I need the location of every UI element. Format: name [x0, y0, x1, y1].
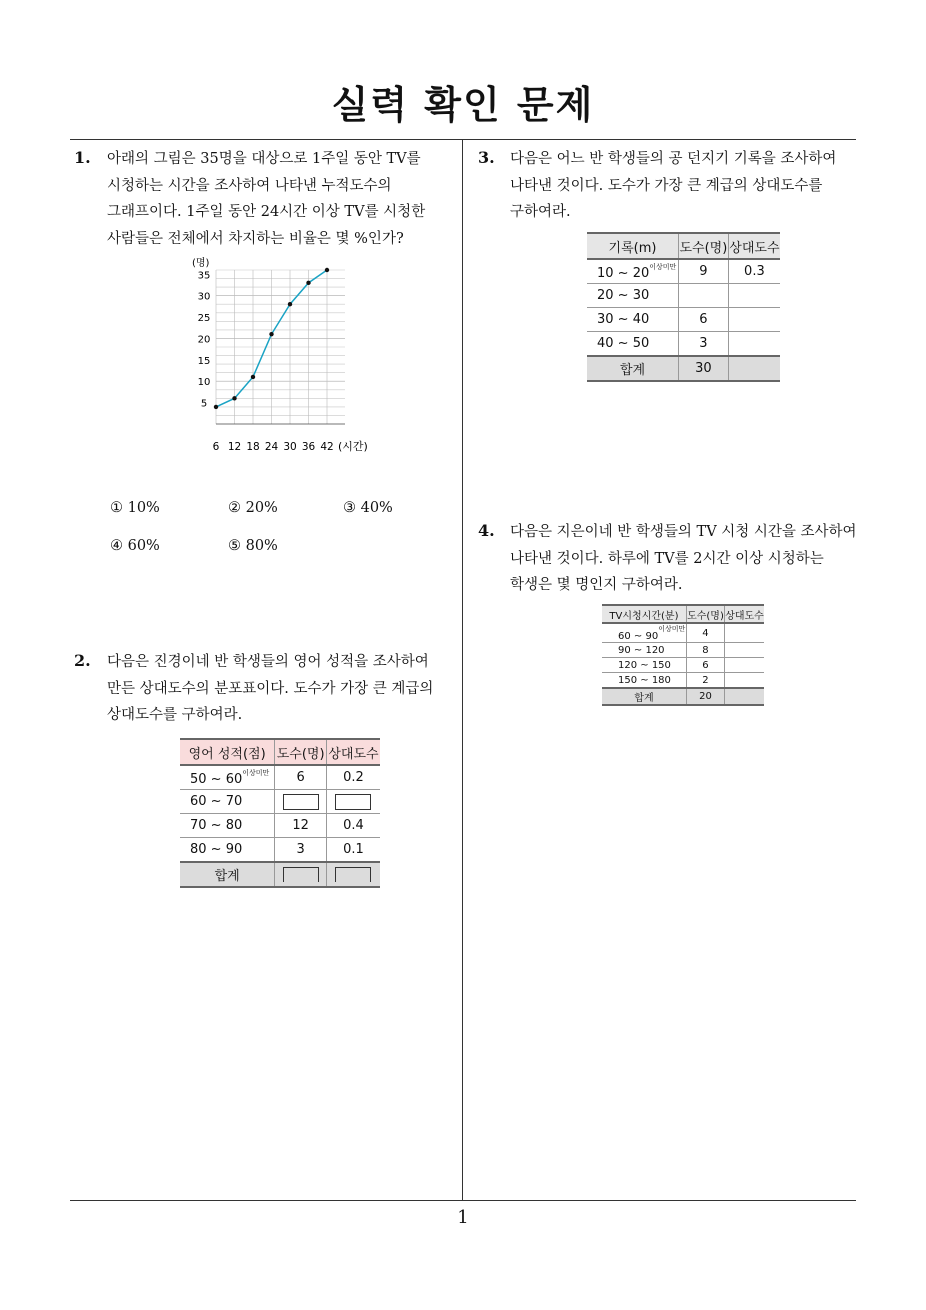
class-range: 10 ~ 20 [597, 266, 650, 281]
x-tick-label: 36 [301, 441, 316, 453]
relative-cell: 0.3 [728, 259, 780, 284]
x-tick-label: 30 [283, 441, 297, 453]
question-1-number: 1. [74, 148, 91, 167]
class-range: 50 ~ 60 [190, 772, 243, 787]
y-tick-label: 35 [197, 270, 211, 282]
class-range: 90 ~ 120 [602, 643, 686, 658]
relative-cell [725, 673, 764, 689]
range-mark-min: 이상 [649, 263, 663, 271]
table-row [587, 259, 780, 284]
class-range: 30 ~ 40 [587, 308, 679, 332]
chart-grid [216, 270, 345, 424]
question-3-number: 3. [478, 148, 495, 167]
relative-cell [728, 332, 780, 357]
header-relative: 상대도수 [728, 233, 780, 259]
question-1-text: 아래의 그림은 35명을 대상으로 1주일 동안 TV를 시청하는 시간을 조사하여 나타낸 누적도수의 그래프이다. 1주일 동안 24시간 이상 TV를 시청한 사람들은 전체에서 차지하는 비율은 몇 %인가? [107, 151, 426, 247]
frequency-cell: 3 [275, 838, 327, 863]
chart-x-ticks [213, 441, 334, 453]
y-tick-label: 10 [197, 377, 211, 389]
x-tick-label: 24 [264, 441, 279, 453]
english-score-table [180, 738, 380, 888]
relative-cell [725, 643, 764, 658]
range-mark-max: 미만 [671, 625, 686, 633]
q1-choice-1: ① 10% [110, 500, 160, 516]
relative-cell: 0.2 [326, 765, 380, 790]
table-row [180, 765, 380, 790]
relative-cell [725, 623, 764, 643]
tv-time-table [602, 604, 764, 706]
class-range: 70 ~ 80 [180, 814, 275, 838]
bottom-rule [70, 1200, 856, 1201]
header-relative: 상대도수 [326, 739, 380, 765]
class-range: 60 ~ 90 [618, 631, 659, 642]
frequency-answer-box [275, 790, 327, 814]
class-range: 60 ~ 70 [180, 790, 275, 814]
question-4-number: 4. [478, 521, 495, 540]
class-range: 80 ~ 90 [180, 838, 275, 863]
class-range: 20 ~ 30 [587, 284, 679, 308]
total-relative-box [326, 862, 380, 887]
data-point [306, 281, 310, 285]
data-point [232, 396, 236, 400]
relative-cell: 0.1 [326, 838, 380, 863]
question-4-text: 다음은 지은이네 반 학생들의 TV 시청 시간을 조사하여 나타낸 것이다. 하루에 TV를 2시간 이상 시청하는 학생은 몇 명인지 구하여라. [510, 524, 857, 593]
y-tick-label: 25 [197, 313, 211, 325]
data-point [325, 268, 329, 272]
frequency-cell: 3 [679, 332, 729, 357]
range-mark-min: 이상 [242, 769, 256, 777]
y-tick-label: 20 [197, 334, 211, 346]
throw-record-table [587, 232, 780, 382]
frequency-cell: 9 [679, 259, 729, 284]
page-number: 1 [457, 1207, 469, 1228]
total-frequency: 20 [686, 688, 724, 705]
frequency-cell: 4 [686, 623, 724, 643]
total-relative [725, 688, 764, 705]
header-tv-time: TV시청시간(분) [602, 605, 686, 623]
table-row [180, 790, 380, 814]
table-total-row [587, 356, 780, 381]
table-row [180, 814, 380, 838]
q1-choice-4: ④ 60% [110, 538, 160, 554]
table-total-row [602, 688, 764, 705]
header-score: 영어 성적(점) [180, 739, 275, 765]
relative-cell [728, 308, 780, 332]
table-total-row [180, 862, 380, 887]
y-tick-label: 30 [197, 291, 211, 303]
y-tick-label: 5 [200, 398, 208, 410]
relative-cell [725, 658, 764, 673]
table-row [587, 332, 780, 357]
frequency-cell: 12 [275, 814, 327, 838]
relative-cell: 0.4 [326, 814, 380, 838]
table-row [587, 308, 780, 332]
relative-answer-box [326, 790, 380, 814]
data-point [214, 405, 218, 409]
class-range: 40 ~ 50 [587, 332, 679, 357]
chart-y-ticks [198, 270, 211, 409]
chart-y-label: (명) [192, 258, 210, 269]
question-3-text: 다음은 어느 반 학생들의 공 던지기 기록을 조사하여 나타낸 것이다. 도수가 가장 큰 계급의 상대도수를 구하여라. [510, 151, 837, 220]
data-point [288, 302, 292, 306]
header-record: 기록(m) [587, 233, 679, 259]
total-relative [728, 356, 780, 381]
class-range: 120 ~ 150 [602, 658, 686, 673]
total-label: 합계 [602, 688, 686, 705]
total-label: 합계 [587, 356, 679, 381]
data-point [251, 375, 255, 379]
table-row [180, 838, 380, 863]
question-2-text: 다음은 진경이네 반 학생들의 영어 성적을 조사하여 만든 상대도수의 분포표이다. 도수가 가장 큰 계급의 상대도수를 구하여라. [107, 654, 434, 723]
y-tick-label: 15 [197, 355, 211, 367]
total-frequency-box [275, 862, 327, 887]
table-row [602, 673, 764, 689]
top-rule [70, 139, 856, 140]
data-point [269, 332, 273, 336]
relative-cell [728, 284, 780, 308]
header-frequency: 도수(명) [275, 739, 327, 765]
column-divider [462, 139, 463, 1200]
chart-x-label: (시간) [338, 440, 368, 453]
header-frequency: 도수(명) [686, 605, 724, 623]
x-tick-label: 42 [320, 441, 334, 453]
frequency-cell: 2 [686, 673, 724, 689]
page-title: 실력 확인 문제 [331, 83, 595, 127]
range-mark-max: 미만 [662, 263, 677, 271]
frequency-cell [679, 284, 729, 308]
table-row [587, 284, 780, 308]
question-2-number: 2. [74, 651, 91, 670]
q1-choice-3: ③ 40% [343, 500, 393, 516]
table-row [602, 623, 764, 643]
x-tick-label: 18 [246, 441, 260, 453]
x-tick-label: 6 [212, 441, 220, 453]
frequency-cell: 6 [679, 308, 729, 332]
total-label: 합계 [180, 862, 275, 887]
frequency-cell: 8 [686, 643, 724, 658]
table-row [602, 658, 764, 673]
x-tick-label: 12 [227, 441, 242, 453]
total-frequency: 30 [679, 356, 729, 381]
range-mark-max: 미만 [255, 769, 270, 777]
cumulative-frequency-chart [184, 252, 384, 462]
header-relative: 상대도수 [725, 605, 764, 623]
header-frequency: 도수(명) [679, 233, 729, 259]
frequency-cell: 6 [686, 658, 724, 673]
class-range: 150 ~ 180 [602, 673, 686, 689]
frequency-cell: 6 [275, 765, 327, 790]
q1-choice-2: ② 20% [228, 500, 278, 516]
q1-choice-5: ⑤ 80% [228, 538, 278, 554]
table-row [602, 643, 764, 658]
range-mark-min: 이상 [658, 625, 672, 633]
